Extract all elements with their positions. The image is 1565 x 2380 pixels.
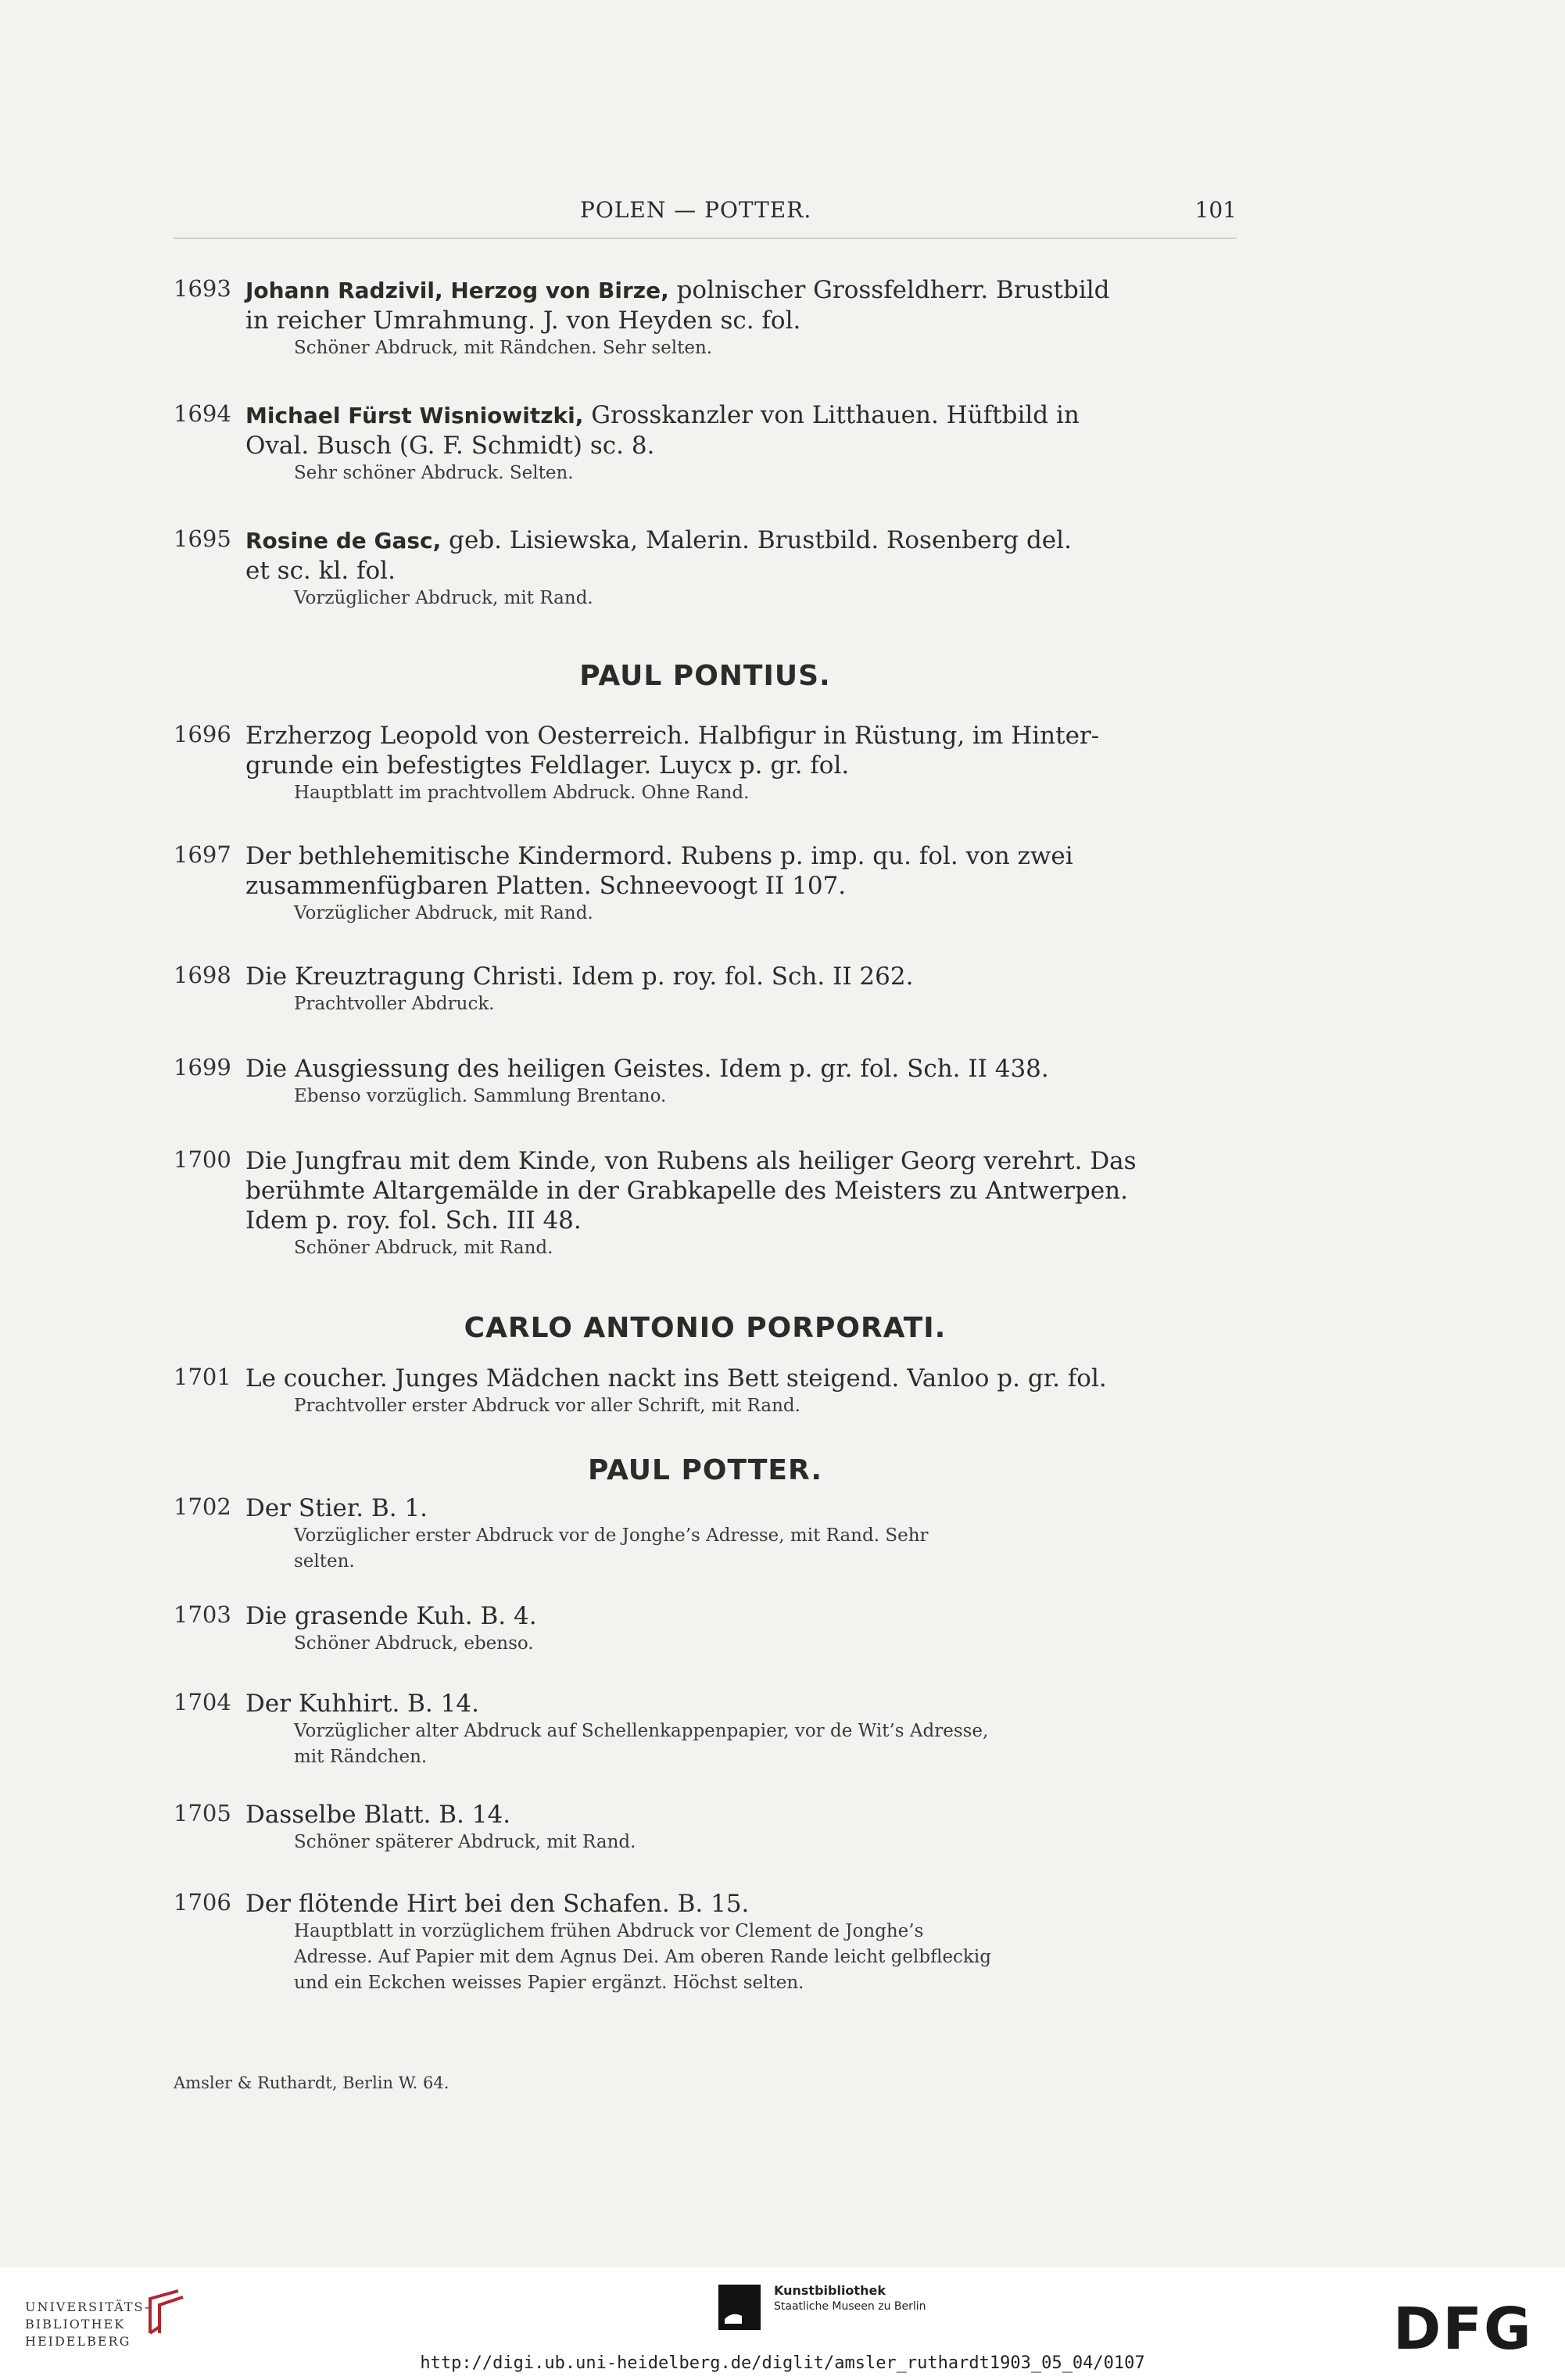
entry-note-continued: und ein Eckchen weisses Papier ergänzt. Höchst selten. — [294, 1973, 804, 1993]
entry-1706 — [174, 1889, 1237, 1998]
kunstbibliothek-logo-icon — [715, 2283, 764, 2332]
entry-text-line: zusammenfügbaren Platten. Schneevoogt II 107. — [245, 872, 847, 900]
entry-note: Schöner Abdruck, mit Rand. — [294, 1238, 553, 1258]
viewer-footer — [0, 2267, 1565, 2380]
entry-note: Prachtvoller Abdruck. — [294, 994, 495, 1014]
entry-title-line — [245, 400, 1237, 431]
printer-imprint: Amsler & Ruthardt, Berlin W. 64. — [174, 2074, 449, 2092]
entry-number: 1700 — [174, 1146, 231, 1173]
entry-text-line: Der Stier. B. 1. — [245, 1494, 428, 1522]
entry-number: 1694 — [174, 400, 231, 427]
entry-number: 1693 — [174, 275, 231, 302]
entry-1700 — [174, 1146, 1237, 1268]
entry-text-line: Der bethlehemitische Kindermord. Rubens p. imp. qu. fol. von zwei — [245, 842, 1073, 870]
entry-text-line: et sc. kl. fol. — [245, 557, 396, 585]
entry-text-line: Erzherzog Leopold von Oesterreich. Halbfigur in Rüstung, im Hinter- — [245, 722, 1100, 750]
permalink-url[interactable]: http://digi.ub.uni-heidelberg.de/diglit/amsler_ruthardt1903_05_04/0107 — [420, 2353, 1145, 2373]
entry-text-line: Der flötende Hirt bei den Schafen. B. 15. — [245, 1890, 750, 1918]
entry-note: Schöner Abdruck, ebenso. — [294, 1633, 534, 1654]
entry-text-line: Die grasende Kuh. B. 4. — [245, 1602, 537, 1630]
entry-text-line: Die Jungfrau mit dem Kinde, von Rubens als heiliger Georg verehrt. Das — [245, 1147, 1137, 1175]
dfg-logo: DFG — [1393, 2296, 1533, 2363]
entry-1695 — [174, 525, 1237, 618]
entry-text-line: grunde ein befestigtes Feldlager. Luycx p. gr. fol. — [245, 751, 850, 780]
entry-note: Vorzüglicher erster Abdruck vor de Jonghe’s Adresse, mit Rand. Sehr — [294, 1525, 929, 1546]
entry-1705 — [174, 1800, 1237, 1859]
catalogue-entries — [174, 275, 1237, 1998]
entry-note: Vorzüglicher alter Abdruck auf Schellenkappenpapier, vor de Wit’s Adresse, — [294, 1721, 989, 1741]
entry-note: Schöner Abdruck, mit Rändchen. Sehr selten. — [294, 338, 713, 358]
entry-text-line: Der Kuhhirt. B. 14. — [245, 1690, 479, 1718]
entry-1697 — [174, 841, 1237, 934]
entry-1694 — [174, 400, 1237, 493]
section-heading-porporati: CARLO ANTONIO PORPORATI. — [464, 1312, 947, 1344]
kunstbibliothek-subtitle: Staatliche Museen zu Berlin — [774, 2300, 926, 2313]
entry-number: 1701 — [174, 1364, 231, 1390]
entry-number: 1695 — [174, 525, 231, 552]
university-label-line: UNIVERSITÄTS- — [25, 2299, 151, 2314]
kunstbibliothek-label — [774, 2283, 926, 2313]
running-title: POLEN — POTTER. — [580, 197, 812, 223]
university-library-label — [25, 2299, 150, 2350]
entry-1702 — [174, 1493, 1237, 1578]
entry-1701 — [174, 1364, 1237, 1426]
entry-1699 — [174, 1054, 1237, 1117]
entry-text-line: Idem p. roy. fol. Sch. III 48. — [245, 1206, 582, 1235]
entry-number: 1702 — [174, 1493, 231, 1520]
kunstbibliothek-title: Kunstbibliothek — [774, 2283, 886, 2298]
entry-title-line — [245, 525, 1237, 556]
entry-note-continued: mit Rändchen. — [294, 1747, 428, 1767]
entry-text-line: Die Kreuztragung Christi. Idem p. roy. fol. Sch. II 262. — [245, 962, 914, 991]
university-label-line: HEIDELBERG — [25, 2334, 131, 2349]
entry-name: Rosine de Gasc, — [245, 528, 442, 554]
entry-note: Prachtvoller erster Abdruck vor aller Schrift, mit Rand. — [294, 1396, 800, 1416]
entry-note: Schöner späterer Abdruck, mit Rand. — [294, 1832, 636, 1852]
entry-number: 1696 — [174, 721, 231, 747]
entry-number: 1705 — [174, 1800, 231, 1826]
entry-note-continued: Adresse. Auf Papier mit dem Agnus Dei. Am oberen Rande leicht gelbfleckig — [294, 1947, 991, 1967]
entry-text: Grosskanzler von Litthauen. Hüftbild in — [583, 401, 1080, 429]
running-header — [174, 197, 1237, 236]
section-heading-potter: PAUL POTTER. — [587, 1454, 823, 1486]
entry-1696 — [174, 721, 1237, 813]
entry-text: polnischer Grossfeldherr. Brustbild — [668, 276, 1110, 304]
entry-note-continued: selten. — [294, 1551, 355, 1572]
entry-1693 — [174, 275, 1237, 367]
entry-number: 1706 — [174, 1889, 231, 1916]
entry-note: Vorzüglicher Abdruck, mit Rand. — [294, 588, 593, 608]
entry-number: 1699 — [174, 1054, 231, 1081]
entry-note: Hauptblatt im prachtvollem Abdruck. Ohne Rand. — [294, 783, 750, 803]
entry-1704 — [174, 1689, 1237, 1773]
page-number: 101 — [1194, 197, 1237, 223]
entry-name: Johann Radzivil, Herzog von Birze, — [245, 278, 669, 303]
heidelberg-logo-icon — [142, 2288, 191, 2336]
entry-text-line: Die Ausgiessung des heiligen Geistes. Idem p. gr. fol. Sch. II 438. — [245, 1055, 1049, 1083]
entry-text-line: Le coucher. Junges Mädchen nackt ins Bett steigend. Vanloo p. gr. fol. — [245, 1364, 1107, 1393]
section-heading-pontius: PAUL PONTIUS. — [579, 660, 831, 692]
university-label-line: BIBLIOTHEK — [25, 2317, 126, 2332]
entry-note: Vorzüglicher Abdruck, mit Rand. — [294, 903, 593, 923]
entry-title-line — [245, 275, 1237, 306]
entry-1698 — [174, 962, 1237, 1024]
entry-text: geb. Lisiewska, Malerin. Brustbild. Rosenberg del. — [441, 526, 1072, 554]
entry-text-line: berühmte Altargemälde in der Grabkapelle des Meisters zu Antwerpen. — [245, 1177, 1128, 1205]
entry-text-line: Dasselbe Blatt. B. 14. — [245, 1801, 511, 1829]
entry-number: 1697 — [174, 841, 231, 868]
entry-text-line: in reicher Umrahmung. J. von Heyden sc. fol. — [245, 306, 801, 335]
entry-number: 1703 — [174, 1601, 231, 1628]
entry-name: Michael Fürst Wisniowitzki, — [245, 403, 584, 428]
entry-text-line: Oval. Busch (G. F. Schmidt) sc. 8. — [245, 432, 655, 460]
entry-note: Ebenso vorzüglich. Sammlung Brentano. — [294, 1086, 667, 1106]
entry-note: Hauptblatt in vorzüglichem frühen Abdruck vor Clement de Jonghe’s — [294, 1921, 924, 1941]
entry-1703 — [174, 1601, 1237, 1661]
entry-note: Sehr schöner Abdruck. Selten. — [294, 463, 574, 483]
entry-number: 1698 — [174, 962, 231, 988]
entry-number: 1704 — [174, 1689, 231, 1715]
